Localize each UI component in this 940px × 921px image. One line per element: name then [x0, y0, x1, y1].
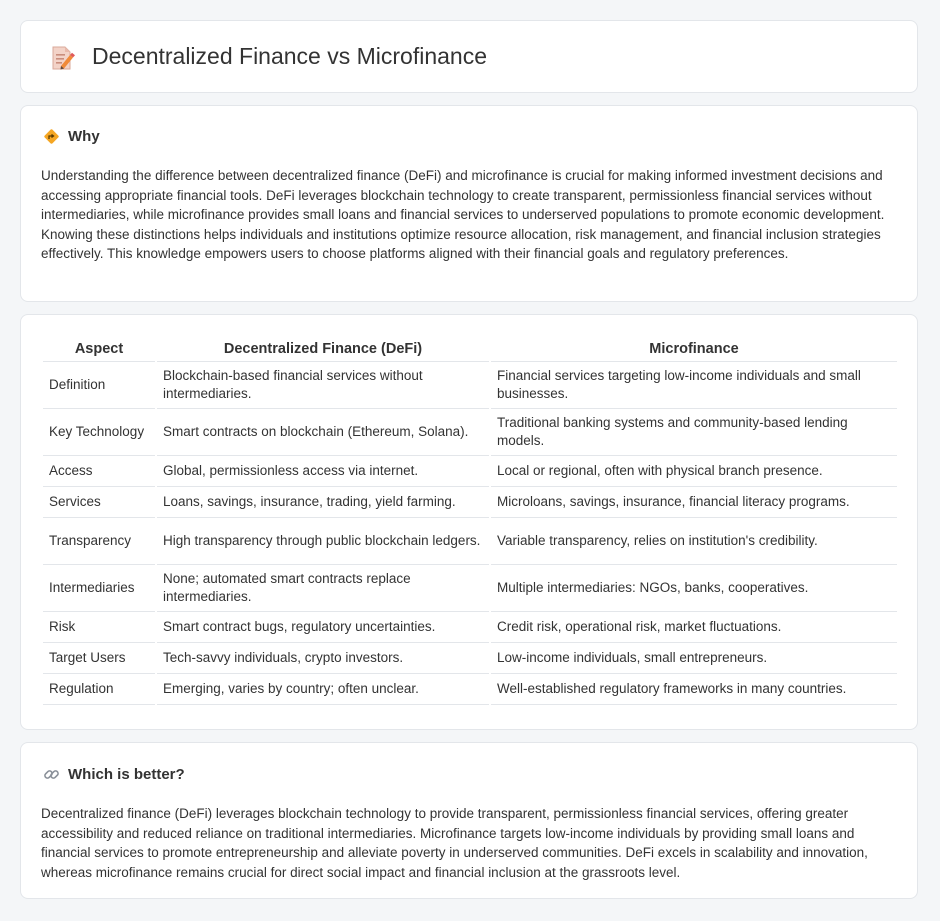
defi-cell: Emerging, varies by country; often unclear. — [157, 674, 489, 705]
why-heading — [43, 128, 100, 145]
table-row — [43, 565, 897, 612]
link-icon — [43, 766, 60, 783]
microfinance-cell: Low-income individuals, small entrepreneurs. — [491, 643, 897, 674]
which-heading-label: Which is better? — [68, 766, 185, 783]
microfinance-cell: Variable transparency, relies on institution's credibility. — [491, 518, 897, 565]
header-card — [20, 20, 918, 93]
table-row — [43, 409, 897, 456]
microfinance-cell: Traditional banking systems and community-based lending models. — [491, 409, 897, 456]
aspect-cell: Access — [43, 456, 155, 487]
which-is-better-section — [20, 742, 918, 899]
defi-cell: Loans, savings, insurance, trading, yield farming. — [157, 487, 489, 518]
why-section — [20, 105, 918, 302]
microfinance-cell: Credit risk, operational risk, market fluctuations. — [491, 612, 897, 643]
defi-cell: Smart contract bugs, regulatory uncertainties. — [157, 612, 489, 643]
comparison-table-card — [20, 314, 918, 730]
table-row — [43, 674, 897, 705]
column-header-microfinance: Microfinance — [491, 335, 897, 362]
table-row — [43, 362, 897, 409]
defi-cell: Global, permissionless access via internet. — [157, 456, 489, 487]
microfinance-cell: Well-established regulatory frameworks in many countries. — [491, 674, 897, 705]
aspect-cell: Regulation — [43, 674, 155, 705]
road-sign-icon — [43, 128, 60, 145]
column-header-aspect: Aspect — [43, 335, 155, 362]
table-row — [43, 456, 897, 487]
document-pencil-icon — [49, 45, 75, 71]
microfinance-cell: Multiple intermediaries: NGOs, banks, cooperatives. — [491, 565, 897, 612]
defi-cell: None; automated smart contracts replace intermediaries. — [157, 565, 489, 612]
aspect-cell: Intermediaries — [43, 565, 155, 612]
microfinance-cell: Microloans, savings, insurance, financial literacy programs. — [491, 487, 897, 518]
table-row — [43, 487, 897, 518]
which-heading — [43, 766, 185, 783]
which-text: Decentralized finance (DeFi) leverages blockchain technology to provide transparent, permissionless financial services, offering greater accessibility and reduced reliance on traditional intermediaries. Microfinance targets low-income individuals by providing small loans and financial services to promote entrepreneurship and alleviate poverty in underserved communities. DeFi excels in scalability and innovation, whereas microfinance remains crucial for direct social impact and financial inclusion at the grassroots level. — [41, 806, 868, 880]
microfinance-cell: Financial services targeting low-income individuals and small businesses. — [491, 362, 897, 409]
defi-cell: Blockchain-based financial services without intermediaries. — [157, 362, 489, 409]
table-row — [43, 643, 897, 674]
why-heading-label: Why — [68, 128, 100, 145]
table-row — [43, 518, 897, 565]
aspect-cell: Target Users — [43, 643, 155, 674]
column-header-defi: Decentralized Finance (DeFi) — [157, 335, 489, 362]
table-header-row — [43, 335, 897, 362]
microfinance-cell: Local or regional, often with physical branch presence. — [491, 456, 897, 487]
defi-cell: Tech-savvy individuals, crypto investors. — [157, 643, 489, 674]
aspect-cell: Key Technology — [43, 409, 155, 456]
defi-cell: Smart contracts on blockchain (Ethereum, Solana). — [157, 409, 489, 456]
aspect-cell: Transparency — [43, 518, 155, 565]
aspect-cell: Services — [43, 487, 155, 518]
comparison-table — [41, 335, 899, 705]
defi-cell: High transparency through public blockchain ledgers. — [157, 518, 489, 565]
why-text: Understanding the difference between decentralized finance (DeFi) and microfinance is crucial for making informed investment decisions and accessing appropriate financial tools. DeFi leverages blockchain technology to create transparent, permissionless financial services without intermediaries, while microfinance provides small loans and financial services to underserved populations to promote economic development. Knowing these distinctions helps individuals and institutions optimize resource allocation, risk management, and financial inclusion strategies effectively. This knowledge empowers users to choose platforms aligned with their financial goals and regulatory preferences. — [41, 168, 885, 261]
aspect-cell: Definition — [43, 362, 155, 409]
aspect-cell: Risk — [43, 612, 155, 643]
page-title: Decentralized Finance vs Microfinance — [92, 43, 488, 69]
table-row — [43, 612, 897, 643]
